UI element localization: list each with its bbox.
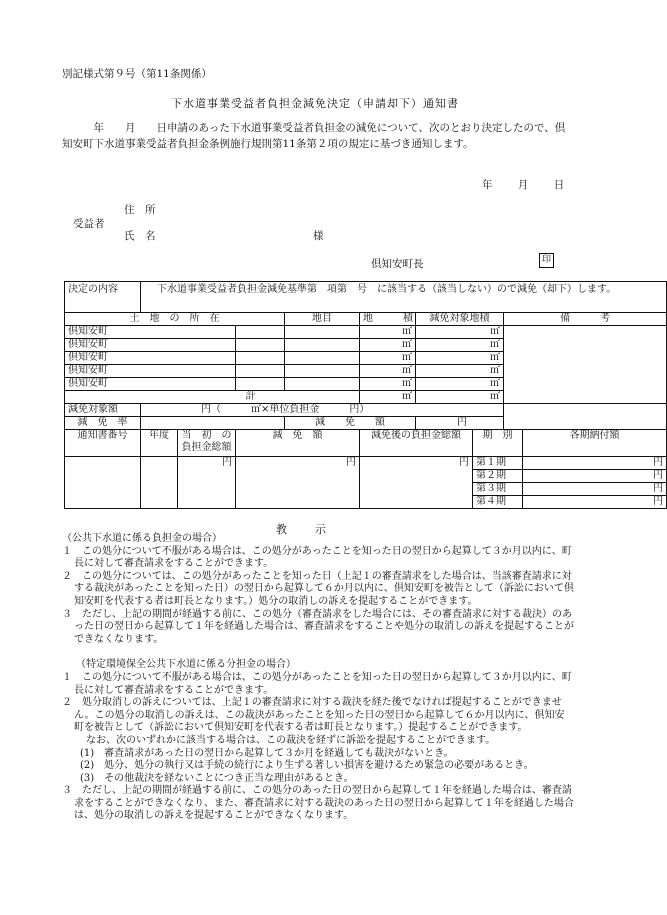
installment-yen: 円 [523,496,667,509]
reduction-amount-yen: 円 [416,417,504,430]
issuer: 倶知安町長 [371,258,424,270]
land-category [285,339,360,352]
date-year-label: 年 [482,179,493,191]
land-place: 倶知安町 [65,378,236,391]
initial-total-header: 当 初 の負担金総額 [181,430,232,453]
notes-heading: 教示 [276,523,354,536]
section1-title: （公共下水道に係る負担金の場合） [62,533,222,544]
section1-item: １ この処分について不服がある場合は、この処分があったことを知った日の翌日から起算して３か月以内に、町長に対して審査請求をすることができます。 [62,545,572,570]
reduction-amount-label: 減 免 額 [285,417,416,430]
land-place: 倶知安町 [65,352,236,365]
initial-total-yen: 円 [222,457,232,468]
installment-yen: 円 [523,470,667,483]
after-total-header: 減免後の負担金総額 [360,430,473,457]
honorific: 様 [313,230,324,242]
name-label: 氏 名 [124,230,156,242]
installment-yen: 円 [523,457,667,470]
reduction-yen: 円 [236,457,360,509]
decision-text: 下水道事業受益者負担金減免基準第 項第 号 に該当する（該当しない）ので減免（却下）します。 [141,282,667,313]
notice-no-cell [65,457,141,509]
notice-no-header: 通知書番号 [65,430,141,457]
land-category-header: 地目 [285,313,360,326]
land-area-unit: ㎡ [360,352,416,365]
installment-yen: 円 [523,483,667,496]
reduction-rate-label: 減 免 率 [65,417,141,430]
land-place-extra [236,378,285,391]
period-label: 第４期 [473,496,523,509]
date-month-label: 月 [517,179,529,191]
date-fields [482,177,564,192]
land-place: 倶知安町 [65,326,236,339]
reduction-rate-value [141,417,285,430]
beneficiary-label: 受益者 [73,218,105,230]
period-row [65,457,667,470]
section2-title: （特定環境保全公共下水道に係る分担金の場合） [76,659,296,671]
section2-item: １ この処分について不服がある場合は、この処分があったことを知った日の翌日から起算して３か月以内に、町長に対して審査請求をすることができます。 [62,671,572,696]
section2-sub-item: (3) その他裁決を経ないことにつき正当な理由があるとき。 [80,772,354,784]
document-title: 下水道事業受益者負担金減免決定（申請却下）通知書 [171,97,459,110]
land-area-unit: ㎡ [360,378,416,391]
period-header: 期 別 [473,430,523,457]
year-initial-cells [141,457,236,509]
section1-item: ３ ただし、上記の期間が経過する前に、この処分（審査請求をした場合には、その審査請求に対する裁決）のあった日の翌日から起算して１年を経過した場合は、審査請求をすることや処分の取消しの訴えを提起することができなくなります。 [62,608,574,645]
date-day-label: 日 [553,179,565,191]
reduction-blank [504,404,667,430]
total-reduced-unit: ㎡ [416,391,504,404]
section2-exception: なお、次のいずれかに該当する場合は、この裁決を経ずに訴訟を提起することができます。 [86,734,496,746]
reduced-area-unit: ㎡ [416,352,504,365]
land-place: 倶知安町 [65,365,236,378]
remarks-cell [504,326,667,404]
land-category [285,365,360,378]
installment-header: 各期納付額 [523,430,667,457]
land-row [65,326,667,339]
land-place-extra [236,326,285,339]
land-location-header: 土 地 の 所 在 [65,313,285,326]
land-category [285,326,360,339]
reduction-target-text: 円（ ㎡×単位負担金 円） [141,404,504,417]
after-total-yen: 円 [360,457,473,509]
land-area-unit: ㎡ [360,326,416,339]
land-area-unit: ㎡ [360,365,416,378]
section2-sub-item: (1) 審査請求があった日の翌日から起算して３か月を経過しても裁決がないとき。 [80,747,454,759]
decision-table [64,281,667,509]
address-label: 住 所 [124,204,156,216]
reduced-area-header: 減免対象地積 [416,313,504,326]
period-label: 第１期 [473,457,523,470]
section2-item: ２ 処分取消しの訴えについては、上記１の審査請求に対する裁決を経た後でなければ提起することができません。この処分の取消しの訴えは、この裁決があったことを知った日の翌日から起算して６か月以内に、倶知安町を被告として（訴訟において倶知安町を代表する者は町長となります。）提起することができます。 [62,697,565,734]
reduction-target-label: 減免対象額 [65,404,141,417]
reduced-area-unit: ㎡ [416,378,504,391]
total-area-unit: ㎡ [360,391,416,404]
form-label: 別記様式第９号（第11条関係） [62,68,212,80]
fiscal-year-cell [141,457,178,508]
land-place-extra [236,365,285,378]
land-place-extra [236,352,285,365]
reduced-area-unit: ㎡ [416,326,504,339]
notes-body [62,533,574,823]
reduced-area-unit: ㎡ [416,365,504,378]
land-category [285,352,360,365]
seal-mark: 印 [539,253,554,268]
total-label: 計 [65,391,360,404]
section1-item: ２ この処分については、この処分があったことを知った日（上記１の審査請求をした場合は、当該審査請求に対する裁決があったことを知った日）の翌日から起算して６か月以内に、倶知安町を被告として（訴訟において倶知安町を代表する者は町長となります。）処分の取消しの訴えを提起することができます。 [62,570,574,607]
section2-last: ３ ただし、上記の期間が経過する前に、この処分のあった日の翌日から起算して１年を経過した場合は、審査請求をすることができなくなり、また、審査請求に対する裁決のあった日の翌日から起算して１年を経過した場合は、処分の取消しの訴えを提起することができなくなります。 [62,785,574,822]
reduction-header: 減 免 額 [236,430,360,457]
intro-text: 年 月 日申請のあった下水道事業受益者負担金の減免について、次のとおり決定したので、倶知安町下水道事業受益者負担金条例施行規則第11条第２項の規定に基づき通知します。 [62,122,566,150]
land-place-extra [236,339,285,352]
period-label: 第３期 [473,483,523,496]
period-label: 第２期 [473,470,523,483]
reduced-area-unit: ㎡ [416,339,504,352]
section2-sub-item: (2) 処分、処分の執行又は手続の続行により生ずる著しい損害を避けるため緊急の必要があるとき。 [80,760,534,772]
fiscal-year-header: 年度 [141,430,178,456]
year-initial-headers [141,430,236,457]
land-area-header: 地 積 [360,313,416,326]
remarks-header: 備 考 [504,313,667,326]
land-area-unit: ㎡ [360,339,416,352]
land-place: 倶知安町 [65,339,236,352]
land-category [285,378,360,391]
decision-label: 決定の内容 [65,282,141,313]
